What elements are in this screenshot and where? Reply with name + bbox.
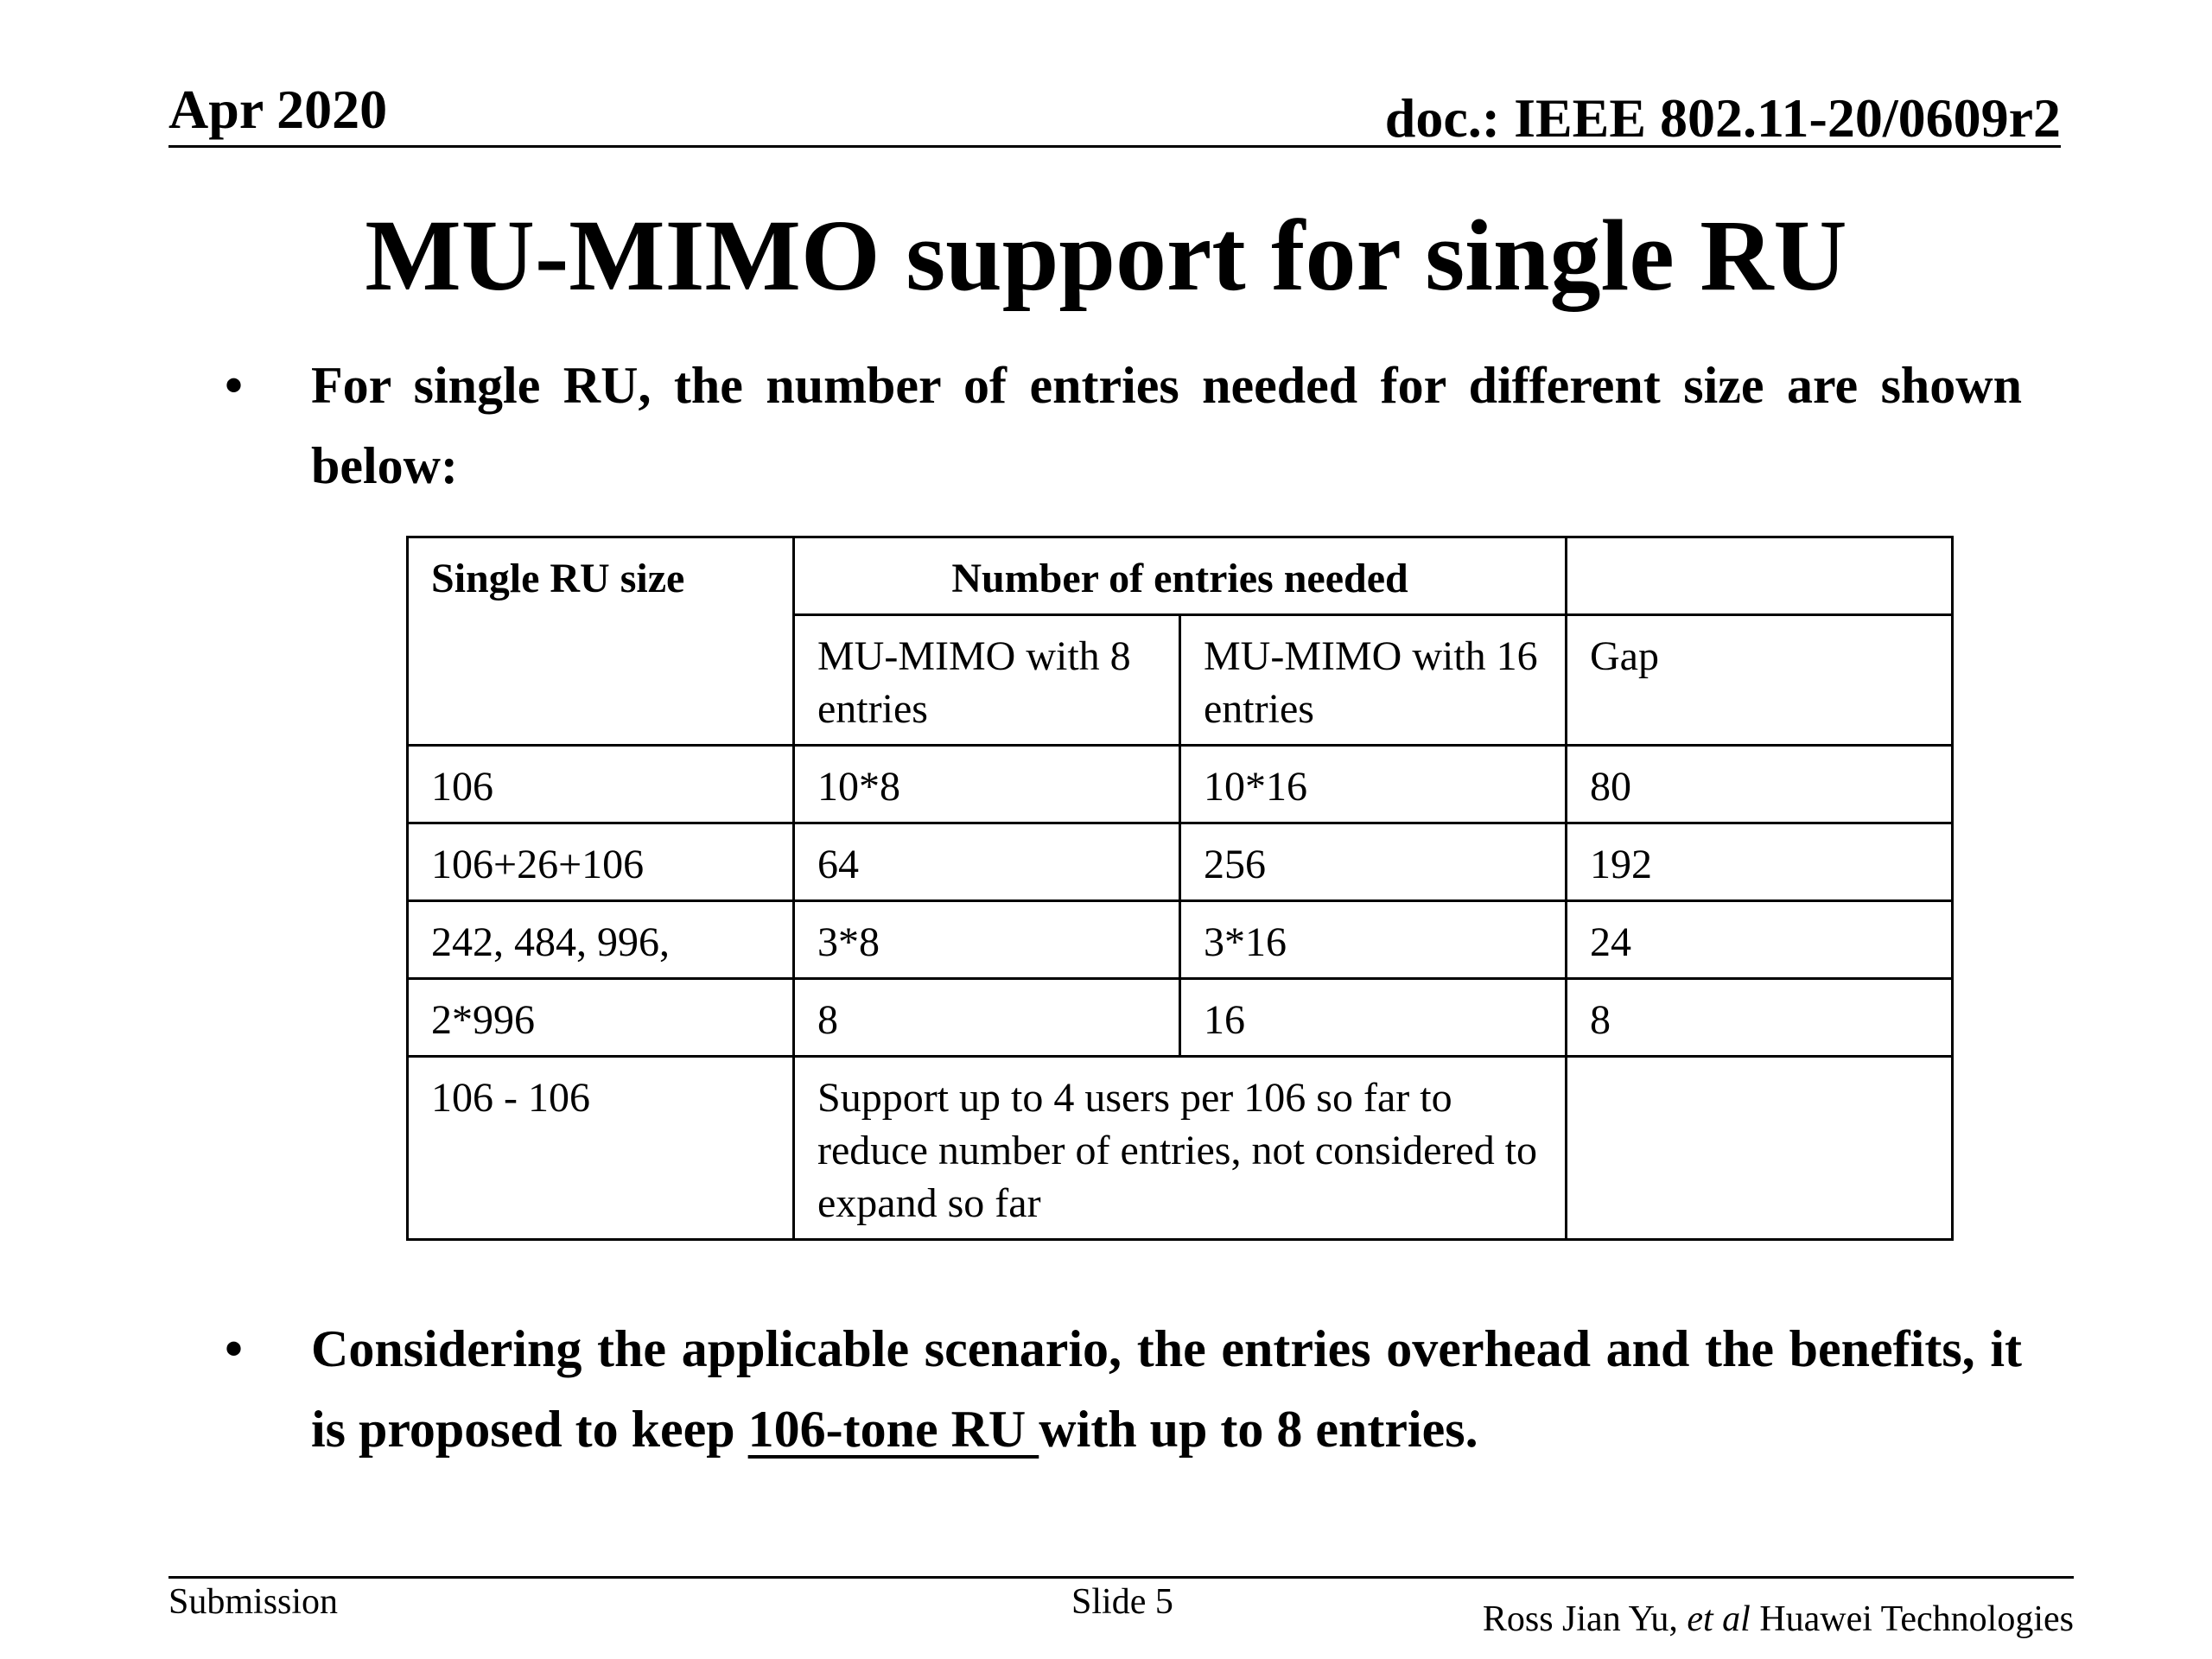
header-date: Apr 2020 <box>168 79 388 140</box>
entries-table <box>406 536 1954 1241</box>
cell-ru-size: 2*996 <box>408 979 794 1057</box>
table-row <box>408 901 1953 979</box>
cell-mu8: 64 <box>794 823 1180 901</box>
bullet-marker: • <box>225 357 244 414</box>
cell-mu16: 10*16 <box>1180 746 1567 823</box>
header-mu-mimo-16: MU-MIMO with 16 entries <box>1180 615 1567 746</box>
cell-mu16: 256 <box>1180 823 1567 901</box>
cell-gap: 80 <box>1567 746 1953 823</box>
cell-mu16: 16 <box>1180 979 1567 1057</box>
header-single-ru-size: Single RU size <box>408 537 794 746</box>
cell-mu8: 3*8 <box>794 901 1180 979</box>
bullet-1-text: For single RU, the number of entries needed for different size are shown below: <box>311 357 2022 494</box>
footer-etal: et al <box>1687 1599 1751 1639</box>
table-row <box>408 823 1953 901</box>
cell-gap: 24 <box>1567 901 1953 979</box>
table-header-row <box>408 537 1953 615</box>
bullet-1 <box>225 346 2022 506</box>
cell-gap: 192 <box>1567 823 1953 901</box>
header-divider <box>168 145 2061 148</box>
footer-org: Huawei Technologies <box>1750 1599 2074 1639</box>
bullet-marker: • <box>225 1320 244 1377</box>
footer-divider <box>168 1576 2074 1579</box>
cell-mu8: 10*8 <box>794 746 1180 823</box>
footer-submission: Submission <box>168 1582 339 1622</box>
bullet-2-text-after: with up to 8 entries. <box>1039 1401 1478 1458</box>
cell-gap: 8 <box>1567 979 1953 1057</box>
header-gap: Gap <box>1567 615 1953 746</box>
footer-author <box>1483 1599 2074 1640</box>
table-row-last <box>408 1057 1953 1240</box>
table-row <box>408 979 1953 1057</box>
bullet-2-text <box>311 1309 2022 1470</box>
cell-ru-size: 242, 484, 996, <box>408 901 794 979</box>
cell-mu16: 3*16 <box>1180 901 1567 979</box>
header-empty-cell <box>1567 537 1953 615</box>
header-doc-id: doc.: IEEE 802.11-20/0609r2 <box>1384 87 2061 149</box>
table-row <box>408 746 1953 823</box>
bullet-2-text-before: Considering the applicable scenario, the entries overhead and the benefits, it is proposed to keep <box>311 1320 2022 1458</box>
bullet-2 <box>225 1309 2022 1470</box>
cell-empty <box>1567 1057 1953 1240</box>
footer-author-name: Ross Jian Yu, <box>1482 1599 1688 1639</box>
footer-slide-number: Slide 5 <box>1071 1582 1173 1622</box>
header-mu-mimo-8: MU-MIMO with 8 entries <box>794 615 1180 746</box>
cell-note: Support up to 4 users per 106 so far to reduce number of entries, not considered to expand so far <box>794 1057 1567 1240</box>
cell-ru-size: 106 <box>408 746 794 823</box>
cell-ru-size: 106 - 106 <box>408 1057 794 1240</box>
slide-title: MU-MIMO support for single RU <box>365 199 1847 312</box>
bullet-2-underlined: 106-tone RU <box>747 1401 1039 1458</box>
header-entries-needed: Number of entries needed <box>794 537 1567 615</box>
cell-mu8: 8 <box>794 979 1180 1057</box>
cell-ru-size: 106+26+106 <box>408 823 794 901</box>
